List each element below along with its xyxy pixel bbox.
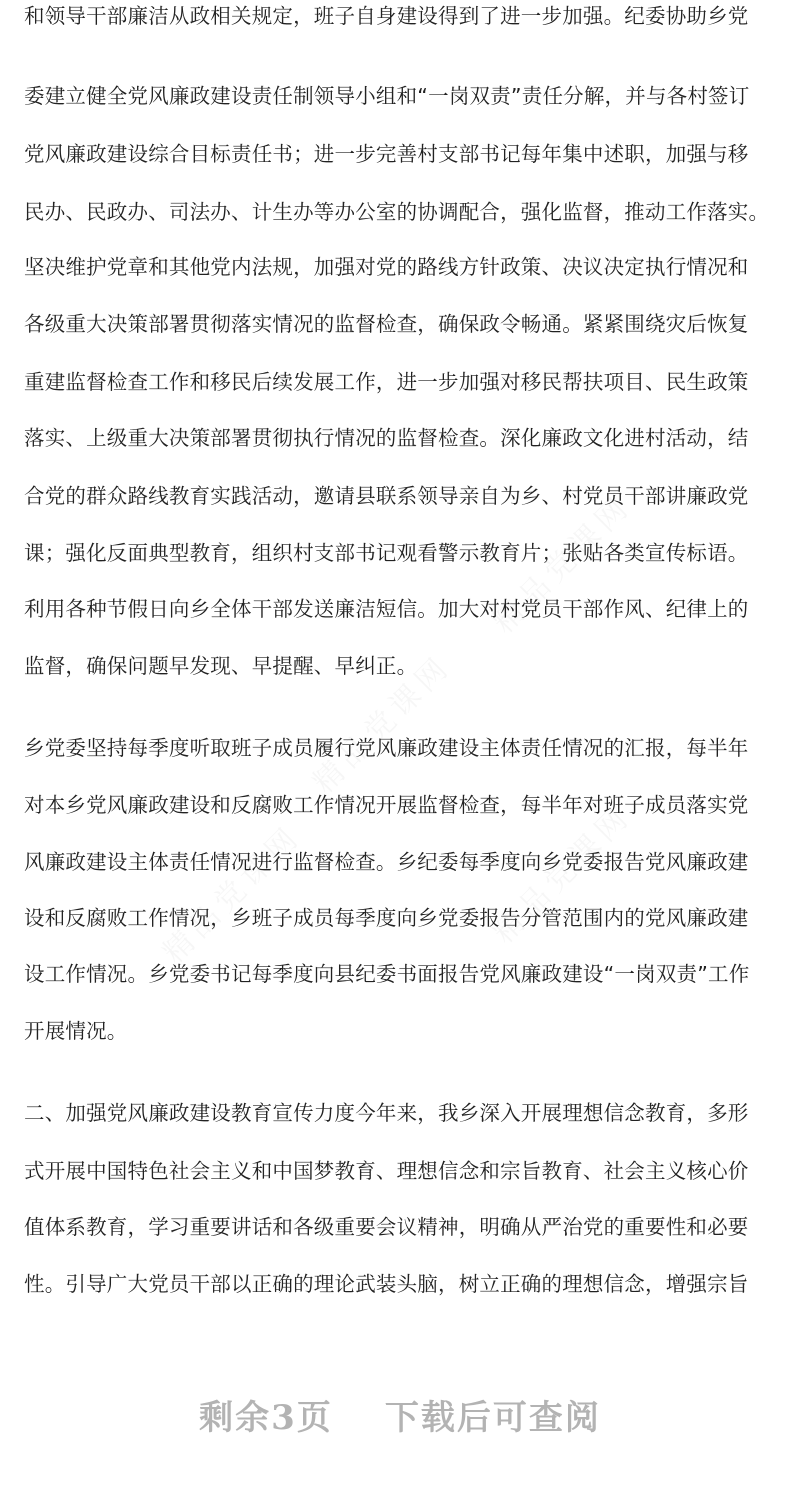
paragraph-line: 课；强化反面典型教育，组织村支部书记观看警示教育片；张贴各类宣传标语。 <box>24 541 749 565</box>
paragraph-line: 乡党委坚持每季度听取班子成员履行党风廉政建设主体责任情况的汇报，每半年 <box>24 736 749 760</box>
paragraph-line: 党风廉政建设综合目标责任书；进一步完善村支部书记每年集中述职，加强与移 <box>24 142 749 166</box>
paragraph-line: 委建立健全党风廉政建设责任制领导小组和“一岗双责”责任分解，并与各村签订 <box>24 84 750 108</box>
paragraph-line: 设工作情况。乡党委书记每季度向县纪委书面报告党风廉政建设“一岗双责”工作 <box>24 962 750 986</box>
paragraph-line: 落实、上级重大决策部署贯彻执行情况的监督检查。深化廉政文化进村活动，结 <box>24 426 749 450</box>
watermark <box>151 813 309 971</box>
paragraph-line: 式开展中国特色社会主义和中国梦教育、理想信念和宗旨教育、社会主义核心价 <box>24 1159 749 1183</box>
paragraph-line: 重建监督检查工作和移民后续发展工作，进一步加强对移民帮扶项目、民生政策 <box>24 370 749 394</box>
paragraph-line: 和领导干部廉洁从政相关规定，班子自身建设得到了进一步加强。纪委协助乡党 <box>24 4 749 28</box>
paragraph-line: 性。引导广大党员干部以正确的理论武装头脑，树立正确的理想信念，增强宗旨 <box>24 1272 749 1296</box>
paragraph-line: 二、加强党风廉政建设教育宣传力度今年来，我乡深入开展理想信念教育，多形 <box>24 1101 749 1125</box>
download-to-view-text: 下载后可查阅 <box>384 1398 601 1438</box>
paragraph-line: 利用各种节假日向乡全体干部发送廉洁短信。加大对村党员干部作风、纪律上的 <box>24 597 749 621</box>
paragraph-line: 开展情况。 <box>24 1019 128 1043</box>
paragraph-line: 值体系教育，学习重要讲话和各级重要会议精神，明确从严治党的重要性和必要 <box>24 1215 749 1239</box>
paragraph-line: 各级重大决策部署贯彻落实情况的监督检查，确保政令畅通。紧紧围绕灾后恢复 <box>24 312 749 336</box>
remaining-pages-text: 剩余3页 <box>199 1398 333 1438</box>
paragraph-line: 坚决维护党章和其他党内法规，加强对党的路线方针政策、决议决定执行情况和 <box>24 255 749 279</box>
paragraph-line: 设和反腐败工作情况，乡班子成员每季度向乡党委报告分管范围内的党风廉政建 <box>24 906 749 930</box>
download-prompt[interactable] <box>0 1390 800 1439</box>
paragraph-line: 监督，确保问题早发现、早提醒、早纠正。 <box>24 654 418 678</box>
paragraph-line: 民办、民政办、司法办、计生办等办公室的协调配合，强化监督，推动工作落实。 <box>24 200 770 224</box>
paragraph-line: 对本乡党风廉政建设和反腐败工作情况开展监督检查，每半年对班子成员落实党 <box>24 793 749 817</box>
paragraph-line: 风廉政建设主体责任情况进行监督检查。乡纪委每季度向乡党委报告党风廉政建 <box>24 850 749 874</box>
paragraph-line: 合党的群众路线教育实践活动，邀请县联系领导亲自为乡、村党员干部讲廉政党 <box>24 484 749 508</box>
